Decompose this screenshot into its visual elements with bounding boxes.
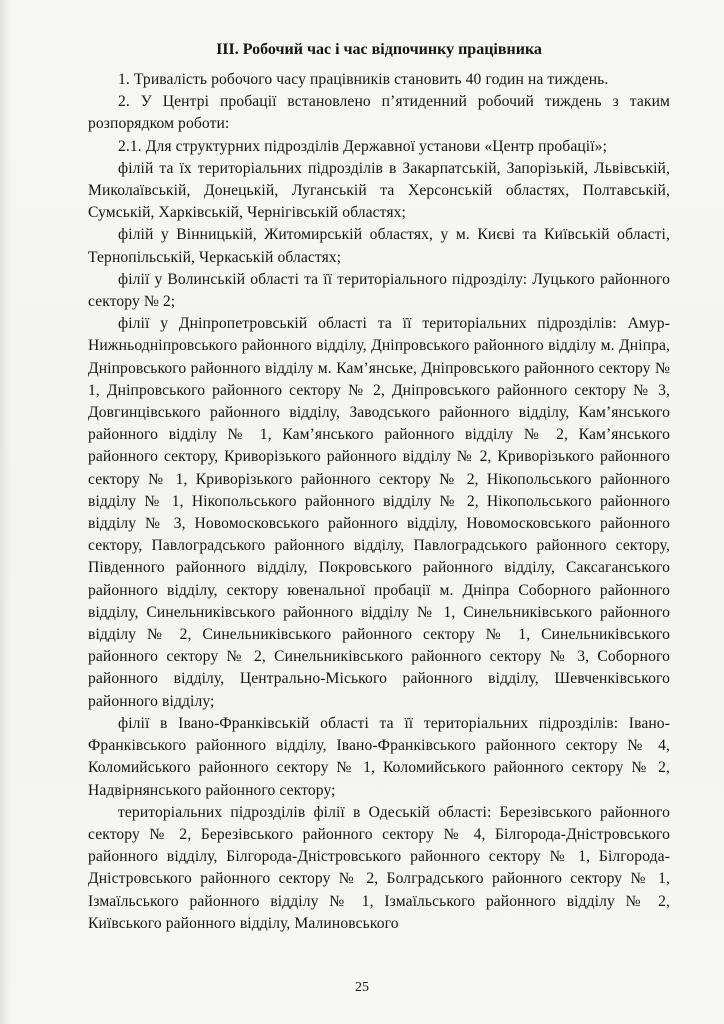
paragraph-branches-group-2: філій у Вінницькій, Житомирській областях, у м. Києві та Київській області, Тернопільській, Черкаській областях;: [88, 226, 670, 266]
paragraph-branches-group-1: філій та їх територіальних підрозділів в Закарпатській, Запорізькій, Львівській, Миколаївській, Донецькій, Луганській та Херсонській областях, Полтавській, Сумській, Харківській, Чернігівській областях;: [88, 159, 670, 222]
paragraph-ivano-frankivsk-branch: філії в Івано-Франківській області та її територіальних підрозділів: Івано-Франківського районного відділу, Івано-Франківського районного сектору № 4, Коломийського районного сектору № 1, Коломийського районного сектору № 2, Надвірнянського районного сектору;: [88, 714, 670, 799]
paragraph-work-week: 2. У Центрі пробації встановлено п’ятиденний робочий тиждень з таким розпорядком роботи:: [88, 93, 670, 133]
paragraph-odesa-branch: територіальних підрозділів філії в Одеській області: Березівського районного сектору № 2, Березівського районного сектору № 4, Білгорода-Дністровського районного відділу, Білгорода-Дністровського районного сектору № 1, Білгорода-Дністровського районного сектору № 2, Болградського районного сектору № 1, Ізмаїльського районного відділу № 1, Ізмаїльського районного відділу № 2, Київського районного відділу, Малиновського: [88, 803, 670, 932]
paragraph-work-hours: 1. Тривалість робочого часу працівників становить 40 годин на тиждень.: [118, 71, 609, 88]
paragraph-volyn-branch: філії у Волинській області та її територіального підрозділу: Луцького районного сектору № 2;: [88, 270, 670, 311]
page-number: 25: [355, 980, 369, 995]
paragraph-dnipro-branch: філії у Дніпропетровській області та її територіальних підрозділів: Амур-Нижньодніпровського районного відділу, Дніпровського районного відділу м. Дніпра, Дніпровського районного відділу м. Кам’янське, Дніпровського районного сектору № 1, Дніпровського районного сектору № 2, Дніпровського районного сектору № 3, Довгинцівського районного відділу, Заводського районного відділу, Кам’янського районного відділу № 1, Кам’янського районного відділу № 2, Кам’янського районного сектору, Криворізького районного відділу № 2, Криворізького районного сектору № 1, Криворізького районного сектору № 2, Нікопольського районного відділу № 1, Нікопольського районного відділу № 2, Нікопольського районного відділу № 3, Новомосковського районного відділу, Новомосковського районного сектору, Павлоградського районного відділу, Павлоградського районного сектору, Південного районного відділу, Покровського районного відділу, Саксаганського районного відділу, сектору ювенальної пробації м. Дніпра Соборного районного відділу, Синельниківського районного відділу № 1, Синельниківського районного відділу № 2, Синельниківського районного сектору № 1, Синельниківського районного сектору № 2, Синельниківського районного сектору № 3, Соборного районного відділу, Центрально-Міського районного відділу, Шевченківського районного відділу;: [88, 315, 670, 710]
section-heading: III. Робочий час і час відпочинку працівника: [216, 41, 542, 58]
paragraph-structural-units: 2.1. Для структурних підрозділів Державної установи «Центр пробації»;: [118, 137, 608, 155]
scan-fold-shadow: [0, 0, 12, 1024]
page-content: [88, 40, 670, 935]
